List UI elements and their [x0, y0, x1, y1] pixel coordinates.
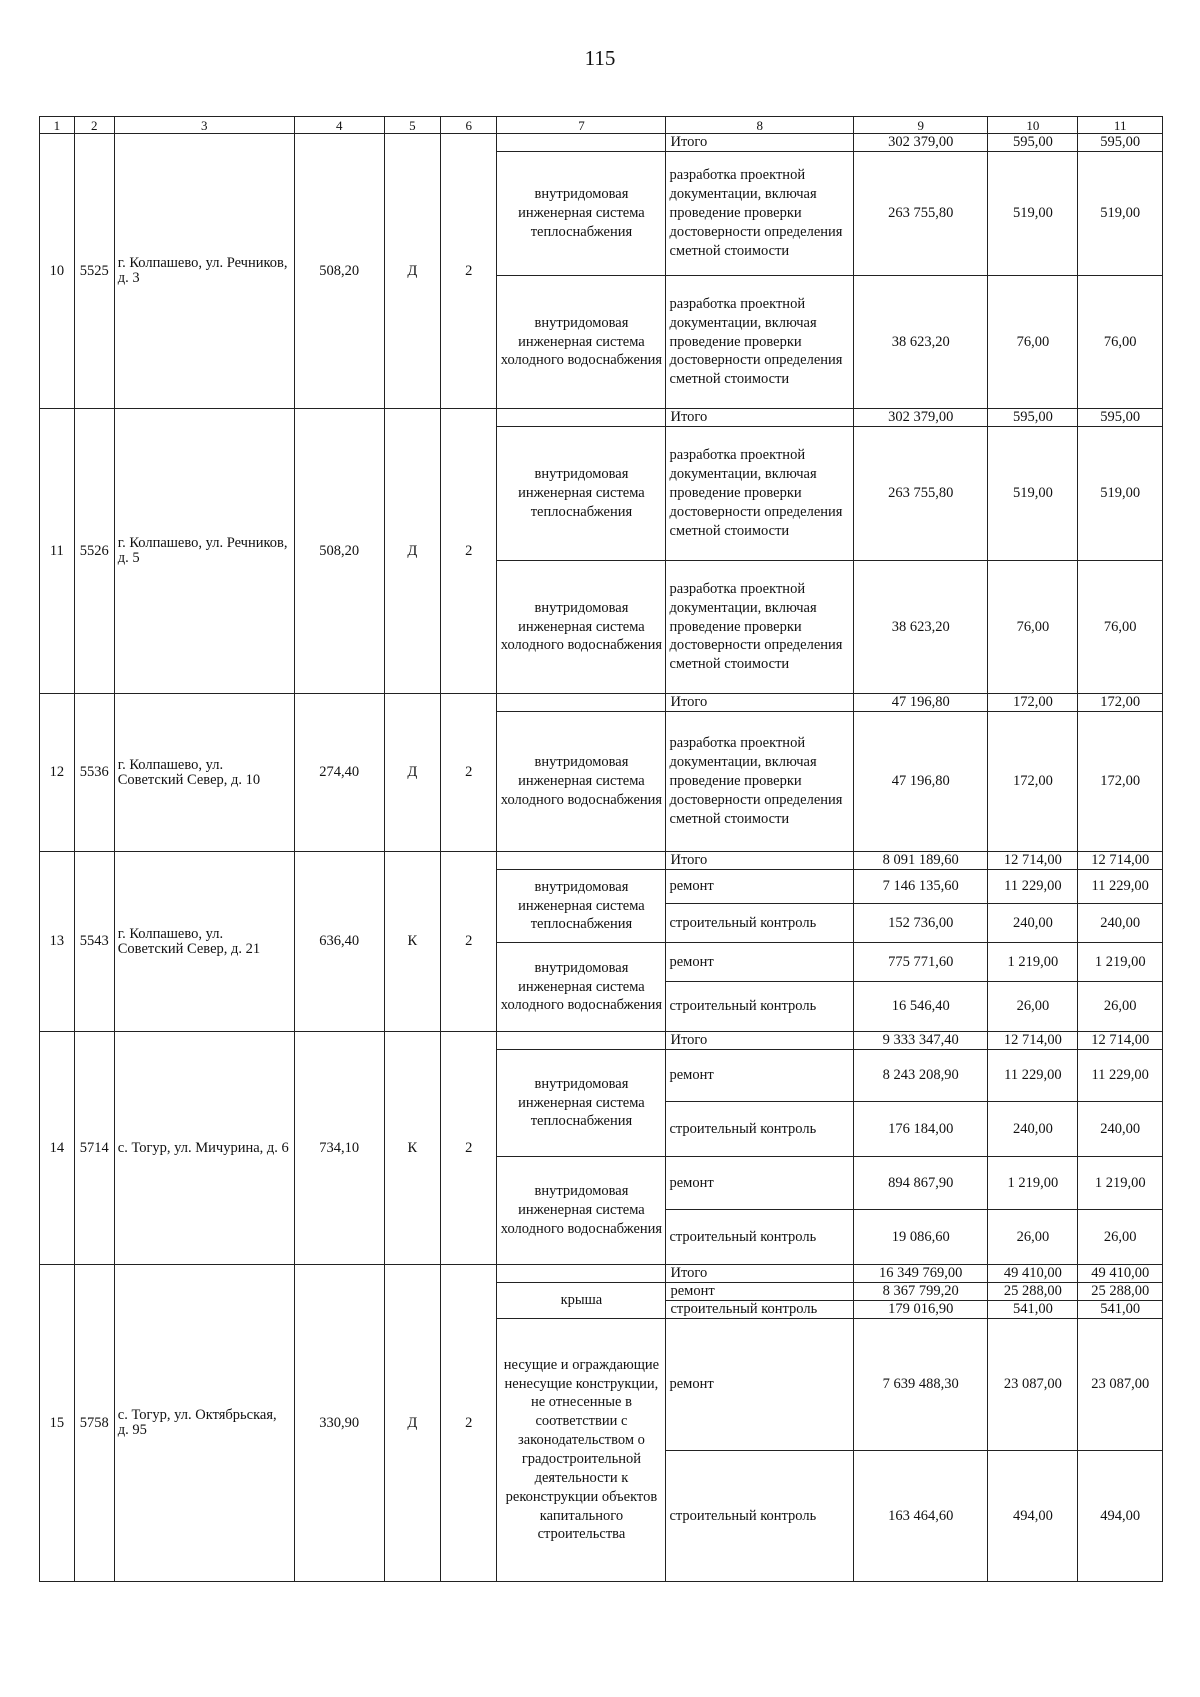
total-limit-cost: 12 714,00	[1078, 852, 1163, 870]
system-name-empty	[497, 1265, 666, 1283]
system-name: крыша	[497, 1283, 666, 1319]
total-label: Итого	[666, 134, 854, 152]
work-unit-cost: 23 087,00	[988, 1319, 1078, 1451]
building-area: 274,40	[294, 694, 384, 852]
system-name: внутридомовая инженерная система холодного водоснабжения	[497, 1157, 666, 1265]
work-unit-cost: 25 288,00	[988, 1283, 1078, 1301]
work-limit-cost: 76,00	[1078, 276, 1163, 409]
work-cost: 16 546,40	[854, 982, 988, 1032]
system-name: внутридомовая инженерная система холодного водоснабжения	[497, 943, 666, 1032]
total-label: Итого	[666, 852, 854, 870]
work-unit-cost: 11 229,00	[988, 870, 1078, 904]
work-cost: 775 771,60	[854, 943, 988, 982]
system-name: несущие и ограждающие ненесущие конструкции, не отнесенные в соответствии с законодательством о градостроительной деятельности к реконструкции объектов капитального строительства	[497, 1319, 666, 1582]
work-type: строительный контроль	[666, 1210, 854, 1265]
total-limit-cost: 12 714,00	[1078, 1032, 1163, 1050]
work-limit-cost: 519,00	[1078, 152, 1163, 276]
work-limit-cost: 76,00	[1078, 561, 1163, 694]
column-6-value: 2	[441, 1265, 497, 1582]
repair-program-table	[39, 116, 1163, 1582]
work-unit-cost: 240,00	[988, 1102, 1078, 1157]
total-cost: 9 333 347,40	[854, 1032, 988, 1050]
table-row-total	[40, 134, 1163, 152]
work-type: разработка проектной документации, включая проведение проверки достоверности определения сметной стоимости	[666, 276, 854, 409]
table-row-total	[40, 1032, 1163, 1050]
total-unit-cost: 595,00	[988, 409, 1078, 427]
work-type: ремонт	[666, 1319, 854, 1451]
total-label: Итого	[666, 1032, 854, 1050]
building-address: г. Колпашево, ул. Советский Север, д. 21	[114, 852, 294, 1032]
building-area: 508,20	[294, 409, 384, 694]
work-limit-cost: 26,00	[1078, 982, 1163, 1032]
building-address: с. Тогур, ул. Мичурина, д. 6	[114, 1032, 294, 1265]
work-cost: 38 623,20	[854, 561, 988, 694]
system-name: внутридомовая инженерная система холодного водоснабжения	[497, 276, 666, 409]
building-code: 5525	[74, 134, 114, 409]
building-address: г. Колпашево, ул. Советский Север, д. 10	[114, 694, 294, 852]
building-type: К	[384, 852, 440, 1032]
work-cost: 8 243 208,90	[854, 1050, 988, 1102]
building-code: 5758	[74, 1265, 114, 1582]
column-header: 1	[40, 117, 75, 134]
system-name: внутридомовая инженерная система холодного водоснабжения	[497, 712, 666, 852]
column-header: 4	[294, 117, 384, 134]
table-row-total	[40, 1265, 1163, 1283]
building-type: Д	[384, 134, 440, 409]
work-limit-cost: 11 229,00	[1078, 870, 1163, 904]
work-limit-cost: 25 288,00	[1078, 1283, 1163, 1301]
work-type: строительный контроль	[666, 1102, 854, 1157]
work-limit-cost: 240,00	[1078, 1102, 1163, 1157]
total-cost: 302 379,00	[854, 134, 988, 152]
column-number-row	[40, 117, 1163, 134]
total-unit-cost: 172,00	[988, 694, 1078, 712]
total-label: Итого	[666, 409, 854, 427]
work-cost: 19 086,60	[854, 1210, 988, 1265]
work-cost: 8 367 799,20	[854, 1283, 988, 1301]
work-unit-cost: 240,00	[988, 904, 1078, 943]
work-type: строительный контроль	[666, 1451, 854, 1582]
building-code: 5543	[74, 852, 114, 1032]
total-limit-cost: 172,00	[1078, 694, 1163, 712]
system-name: внутридомовая инженерная система теплоснабжения	[497, 1050, 666, 1157]
column-header: 2	[74, 117, 114, 134]
column-header: 11	[1078, 117, 1163, 134]
column-header: 3	[114, 117, 294, 134]
column-header: 6	[441, 117, 497, 134]
row-number: 14	[40, 1032, 75, 1265]
table-row-total	[40, 852, 1163, 870]
work-unit-cost: 1 219,00	[988, 1157, 1078, 1210]
work-unit-cost: 1 219,00	[988, 943, 1078, 982]
work-unit-cost: 26,00	[988, 982, 1078, 1032]
work-type: разработка проектной документации, включая проведение проверки достоверности определения сметной стоимости	[666, 427, 854, 561]
building-code: 5526	[74, 409, 114, 694]
column-6-value: 2	[441, 409, 497, 694]
work-unit-cost: 172,00	[988, 712, 1078, 852]
work-unit-cost: 541,00	[988, 1301, 1078, 1319]
total-limit-cost: 595,00	[1078, 134, 1163, 152]
work-cost: 263 755,80	[854, 427, 988, 561]
work-cost: 7 146 135,60	[854, 870, 988, 904]
column-header: 8	[666, 117, 854, 134]
total-unit-cost: 12 714,00	[988, 1032, 1078, 1050]
work-limit-cost: 23 087,00	[1078, 1319, 1163, 1451]
work-type: разработка проектной документации, включая проведение проверки достоверности определения сметной стоимости	[666, 712, 854, 852]
total-unit-cost: 595,00	[988, 134, 1078, 152]
work-unit-cost: 519,00	[988, 427, 1078, 561]
work-limit-cost: 240,00	[1078, 904, 1163, 943]
work-type: разработка проектной документации, включая проведение проверки достоверности определения сметной стоимости	[666, 561, 854, 694]
column-header: 7	[497, 117, 666, 134]
work-type: разработка проектной документации, включая проведение проверки достоверности определения сметной стоимости	[666, 152, 854, 276]
system-name: внутридомовая инженерная система теплоснабжения	[497, 427, 666, 561]
work-unit-cost: 494,00	[988, 1451, 1078, 1582]
work-unit-cost: 519,00	[988, 152, 1078, 276]
work-type: строительный контроль	[666, 982, 854, 1032]
work-limit-cost: 494,00	[1078, 1451, 1163, 1582]
building-area: 734,10	[294, 1032, 384, 1265]
building-address: г. Колпашево, ул. Речников, д. 3	[114, 134, 294, 409]
total-label: Итого	[666, 694, 854, 712]
work-unit-cost: 26,00	[988, 1210, 1078, 1265]
work-type: строительный контроль	[666, 904, 854, 943]
work-limit-cost: 1 219,00	[1078, 1157, 1163, 1210]
building-type: Д	[384, 409, 440, 694]
total-unit-cost: 12 714,00	[988, 852, 1078, 870]
system-name-empty	[497, 694, 666, 712]
work-limit-cost: 541,00	[1078, 1301, 1163, 1319]
work-cost: 38 623,20	[854, 276, 988, 409]
work-type: строительный контроль	[666, 1301, 854, 1319]
row-number: 10	[40, 134, 75, 409]
work-cost: 894 867,90	[854, 1157, 988, 1210]
total-cost: 302 379,00	[854, 409, 988, 427]
row-number: 15	[40, 1265, 75, 1582]
work-cost: 7 639 488,30	[854, 1319, 988, 1451]
table-row-total	[40, 694, 1163, 712]
building-area: 508,20	[294, 134, 384, 409]
table-row-total	[40, 409, 1163, 427]
work-type: ремонт	[666, 870, 854, 904]
total-cost: 47 196,80	[854, 694, 988, 712]
column-header: 10	[988, 117, 1078, 134]
work-limit-cost: 1 219,00	[1078, 943, 1163, 982]
work-limit-cost: 519,00	[1078, 427, 1163, 561]
building-code: 5714	[74, 1032, 114, 1265]
building-type: Д	[384, 694, 440, 852]
system-name-empty	[497, 409, 666, 427]
system-name-empty	[497, 852, 666, 870]
work-cost: 163 464,60	[854, 1451, 988, 1582]
row-number: 11	[40, 409, 75, 694]
work-limit-cost: 26,00	[1078, 1210, 1163, 1265]
row-number: 13	[40, 852, 75, 1032]
building-code: 5536	[74, 694, 114, 852]
work-limit-cost: 11 229,00	[1078, 1050, 1163, 1102]
work-unit-cost: 76,00	[988, 276, 1078, 409]
column-header: 9	[854, 117, 988, 134]
column-6-value: 2	[441, 1032, 497, 1265]
work-cost: 152 736,00	[854, 904, 988, 943]
total-unit-cost: 49 410,00	[988, 1265, 1078, 1283]
building-address: с. Тогур, ул. Октябрьская, д. 95	[114, 1265, 294, 1582]
system-name-empty	[497, 1032, 666, 1050]
building-type: К	[384, 1032, 440, 1265]
work-unit-cost: 11 229,00	[988, 1050, 1078, 1102]
system-name: внутридомовая инженерная система теплоснабжения	[497, 152, 666, 276]
column-6-value: 2	[441, 134, 497, 409]
building-address: г. Колпашево, ул. Речников, д. 5	[114, 409, 294, 694]
work-cost: 179 016,90	[854, 1301, 988, 1319]
work-unit-cost: 76,00	[988, 561, 1078, 694]
system-name: внутридомовая инженерная система холодного водоснабжения	[497, 561, 666, 694]
work-limit-cost: 172,00	[1078, 712, 1163, 852]
work-type: ремонт	[666, 1157, 854, 1210]
work-cost: 263 755,80	[854, 152, 988, 276]
work-cost: 176 184,00	[854, 1102, 988, 1157]
row-number: 12	[40, 694, 75, 852]
building-area: 636,40	[294, 852, 384, 1032]
column-header: 5	[384, 117, 440, 134]
work-type: ремонт	[666, 1283, 854, 1301]
work-type: ремонт	[666, 943, 854, 982]
work-cost: 47 196,80	[854, 712, 988, 852]
column-6-value: 2	[441, 694, 497, 852]
total-cost: 16 349 769,00	[854, 1265, 988, 1283]
page-number: 115	[584, 46, 616, 70]
total-label: Итого	[666, 1265, 854, 1283]
system-name: внутридомовая инженерная система теплоснабжения	[497, 870, 666, 943]
building-type: Д	[384, 1265, 440, 1582]
total-limit-cost: 49 410,00	[1078, 1265, 1163, 1283]
work-type: ремонт	[666, 1050, 854, 1102]
total-limit-cost: 595,00	[1078, 409, 1163, 427]
system-name-empty	[497, 134, 666, 152]
column-6-value: 2	[441, 852, 497, 1032]
building-area: 330,90	[294, 1265, 384, 1582]
total-cost: 8 091 189,60	[854, 852, 988, 870]
